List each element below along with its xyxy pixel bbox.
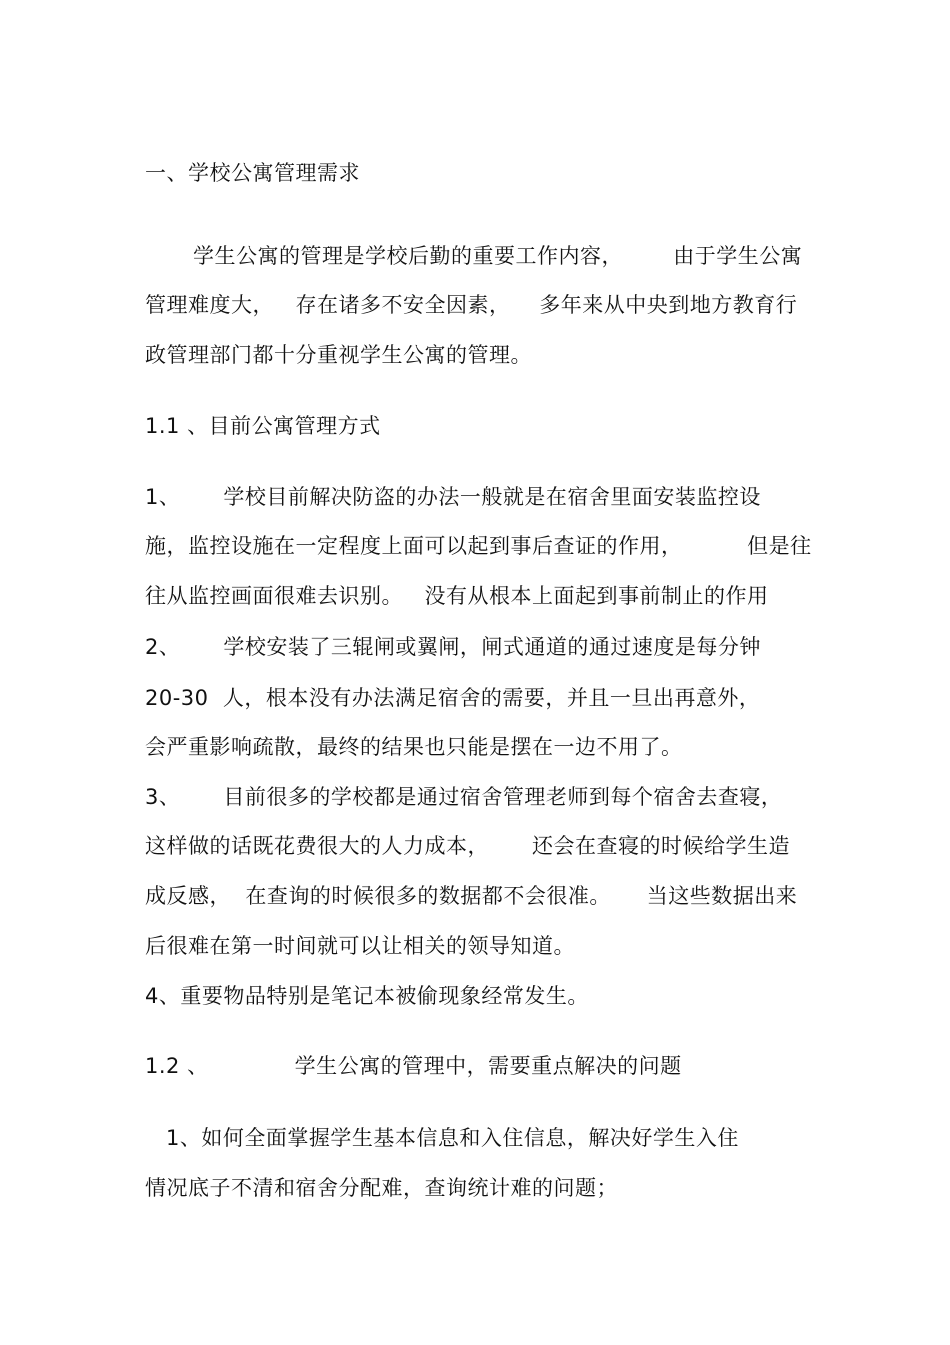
section-heading: 一、学校公寓管理需求 — [145, 161, 360, 185]
list-item-line: 20-30 人，根本没有办法满足宿舍的需要，并且一旦出再意外， — [145, 686, 761, 710]
list-item-line: 这样做的话既花费很大的人力成本， 还会在查寝的时候给学生造 — [145, 834, 791, 858]
list-item-line: 成反感， 在查询的时候很多的数据都不会很准。 当这些数据出来 — [145, 884, 798, 908]
list-item-line: 会严重影响疏散，最终的结果也只能是摆在一边不用了。 — [145, 735, 683, 759]
paragraph-line: 政管理部门都十分重视学生公寓的管理。 — [145, 343, 532, 367]
paragraph-line: 学生公寓的管理是学校后勤的重要工作内容， 由于学生公寓 — [193, 244, 803, 268]
list-item-line: 往从监控画面很难去识别。 没有从根本上面起到事前制止的作用 — [145, 584, 769, 608]
subsection-heading: 1.2 、 学生公寓的管理中，需要重点解决的问题 — [145, 1054, 682, 1078]
list-item-line: 2、 学校安装了三辊闸或翼闸，闸式通道的通过速度是每分钟 — [145, 635, 761, 659]
list-item-line: 情况底子不清和宿舍分配难，查询统计难的问题； — [145, 1176, 618, 1200]
list-item-line: 1、 学校目前解决防盗的办法一般就是在宿舍里面安装监控设 — [145, 485, 761, 509]
subsection-heading: 1.1 、目前公寓管理方式 — [145, 414, 381, 438]
list-item-line: 1、如何全面掌握学生基本信息和入住信息，解决好学生入住 — [166, 1126, 739, 1150]
paragraph-line: 管理难度大， 存在诸多不安全因素， 多年来从中央到地方教育行 — [145, 293, 798, 317]
list-item-line: 后很难在第一时间就可以让相关的领导知道。 — [145, 934, 575, 958]
list-item-line: 3、 目前很多的学校都是通过宿舍管理老师到每个宿舍去查寝， — [145, 785, 783, 809]
list-item-line: 施，监控设施在一定程度上面可以起到事后查证的作用， 但是往 — [145, 534, 812, 558]
list-item-line: 4、重要物品特别是笔记本被偷现象经常发生。 — [145, 984, 589, 1008]
